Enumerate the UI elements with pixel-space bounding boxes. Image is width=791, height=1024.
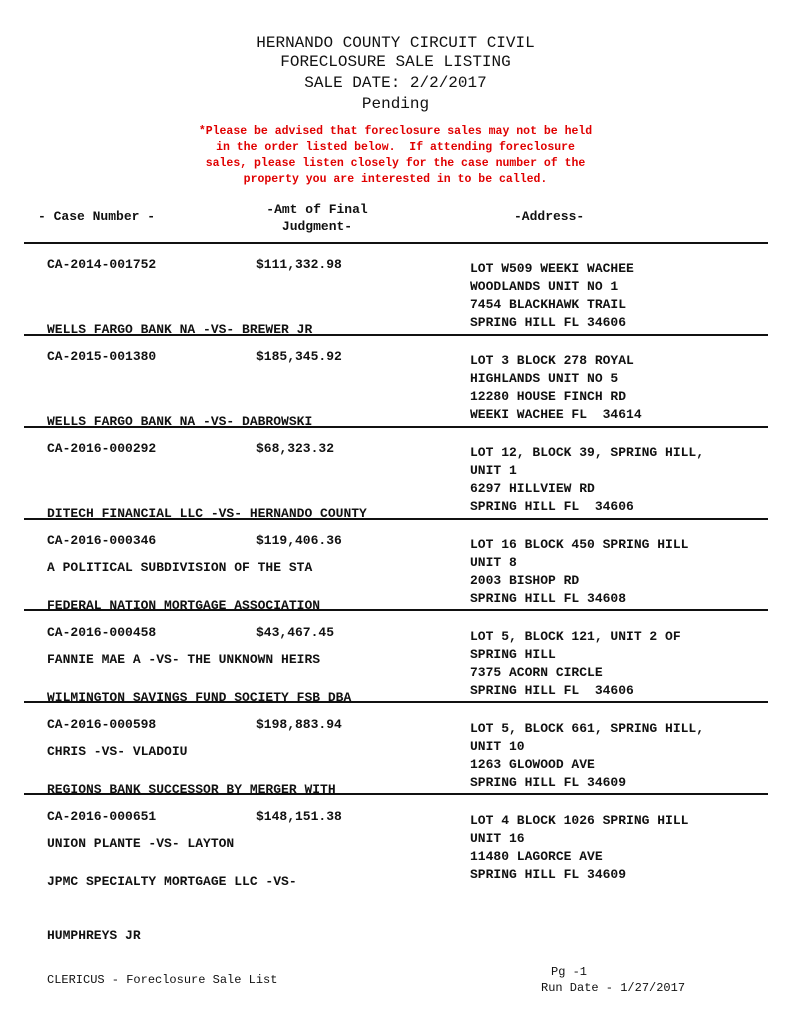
- column-header-amount-line2: Judgment-: [281, 219, 353, 234]
- run-date: Run Date - 1/27/2017: [541, 981, 686, 995]
- footer-system-label: CLERICUS - Foreclosure Sale List: [47, 973, 278, 987]
- notice-line: property you are interested in to be called.: [243, 173, 548, 186]
- column-header-case: - Case Number -: [38, 209, 156, 224]
- sale-record: [0, 256, 791, 348]
- address-line: UNIT 16: [470, 831, 525, 846]
- address-line: WOODLANDS UNIT NO 1: [470, 279, 619, 294]
- address-line: SPRING HILL FL 34606: [470, 315, 627, 330]
- address-line: WEEKI WACHEE FL 34614: [470, 407, 642, 422]
- property-address: [470, 812, 688, 884]
- party-line: WILMINGTON SAVINGS FUND SOCIETY FSB DBA: [47, 690, 352, 705]
- status-label: Pending: [361, 95, 430, 113]
- column-header-amount-line1: -Amt of Final: [266, 202, 368, 217]
- property-address: [470, 720, 704, 792]
- party-line: HUMPHREYS JR: [47, 928, 141, 943]
- notice-line: in the order listed below. If attending foreclosure: [216, 141, 575, 154]
- party-line: WELLS FARGO BANK NA -VS- DABROWSKI: [47, 414, 313, 429]
- address-line: 12280 HOUSE FINCH RD: [470, 389, 627, 404]
- judgment-amount: $111,332.98: [256, 257, 342, 272]
- sale-record: [0, 808, 791, 943]
- case-number: CA-2015-001380: [47, 349, 157, 364]
- listing-title: FORECLOSURE SALE LISTING: [280, 53, 511, 71]
- judgment-amount: $68,323.32: [256, 441, 335, 456]
- notice-line: sales, please listen closely for the case number of the: [205, 157, 586, 170]
- address-line: LOT W509 WEEKI WACHEE: [470, 261, 634, 276]
- judgment-amount: $198,883.94: [256, 717, 342, 732]
- case-number: CA-2016-000651: [47, 809, 157, 824]
- party-line: WELLS FARGO BANK NA -VS- BREWER JR: [47, 322, 313, 337]
- judgment-amount: $148,151.38: [256, 809, 342, 824]
- address-line: 7375 ACORN CIRCLE: [470, 665, 603, 680]
- address-line: SPRING HILL FL 34606: [470, 499, 634, 514]
- property-address: [470, 628, 681, 700]
- judgment-amount: $185,345.92: [256, 349, 342, 364]
- property-address: [470, 352, 642, 424]
- party-line: REGIONS BANK SUCCESSOR BY MERGER WITH: [47, 782, 336, 797]
- address-line: LOT 3 BLOCK 278 ROYAL: [470, 353, 634, 368]
- address-line: 6297 HILLVIEW RD: [470, 481, 595, 496]
- address-line: UNIT 1: [470, 463, 517, 478]
- address-line: 1263 GLOWOOD AVE: [470, 757, 595, 772]
- address-line: LOT 5, BLOCK 121, UNIT 2 OF: [470, 629, 681, 644]
- address-line: SPRING HILL FL 34608: [470, 591, 627, 606]
- party-line: JPMC SPECIALTY MORTGAGE LLC -VS-: [47, 874, 297, 889]
- party-line: CHRIS -VS- VLADOIU: [47, 744, 188, 759]
- notice-line: *Please be advised that foreclosure sales may not be held: [198, 125, 593, 138]
- address-line: LOT 16 BLOCK 450 SPRING HILL: [470, 537, 689, 552]
- address-line: UNIT 10: [470, 739, 525, 754]
- party-line: FEDERAL NATION MORTGAGE ASSOCIATION: [47, 598, 321, 613]
- property-address: [470, 444, 704, 516]
- judgment-amount: $119,406.36: [256, 533, 342, 548]
- column-header-address: -Address-: [514, 209, 585, 224]
- column-header-amount: [252, 201, 382, 235]
- address-line: LOT 12, BLOCK 39, SPRING HILL,: [470, 445, 705, 460]
- sale-date: SALE DATE: 2/2/2017: [304, 74, 487, 92]
- divider: [24, 242, 768, 244]
- address-line: SPRING HILL FL 34609: [470, 775, 627, 790]
- address-line: SPRING HILL FL 34609: [470, 867, 627, 882]
- property-address: [470, 536, 688, 608]
- parties: [47, 837, 297, 981]
- page-number: Pg -1: [551, 965, 588, 979]
- case-number: CA-2016-000458: [47, 625, 157, 640]
- address-line: LOT 5, BLOCK 661, SPRING HILL,: [470, 721, 705, 736]
- address-line: 7454 BLACKHAWK TRAIL: [470, 297, 627, 312]
- address-line: SPRING HILL FL 34606: [470, 683, 634, 698]
- sale-record: [0, 348, 791, 440]
- case-number: CA-2014-001752: [47, 257, 157, 272]
- address-line: 11480 LAGORCE AVE: [470, 849, 603, 864]
- address-line: HIGHLANDS UNIT NO 5: [470, 371, 619, 386]
- address-line: LOT 4 BLOCK 1026 SPRING HILL: [470, 813, 689, 828]
- judgment-amount: $43,467.45: [256, 625, 335, 640]
- county-title: HERNANDO COUNTY CIRCUIT CIVIL: [256, 34, 535, 52]
- case-number: CA-2016-000292: [47, 441, 157, 456]
- property-address: [470, 260, 634, 332]
- party-line: DITECH FINANCIAL LLC -VS- HERNANDO COUNTY: [47, 506, 367, 521]
- address-line: SPRING HILL: [470, 647, 556, 662]
- party-line: FANNIE MAE A -VS- THE UNKNOWN HEIRS: [47, 652, 321, 667]
- address-line: 2003 BISHOP RD: [470, 573, 580, 588]
- case-number: CA-2016-000346: [47, 533, 157, 548]
- address-line: UNIT 8: [470, 555, 517, 570]
- case-number: CA-2016-000598: [47, 717, 157, 732]
- party-line: A POLITICAL SUBDIVISION OF THE STA: [47, 560, 313, 575]
- party-line: UNION PLANTE -VS- LAYTON: [47, 836, 235, 851]
- notice-text: [0, 124, 791, 188]
